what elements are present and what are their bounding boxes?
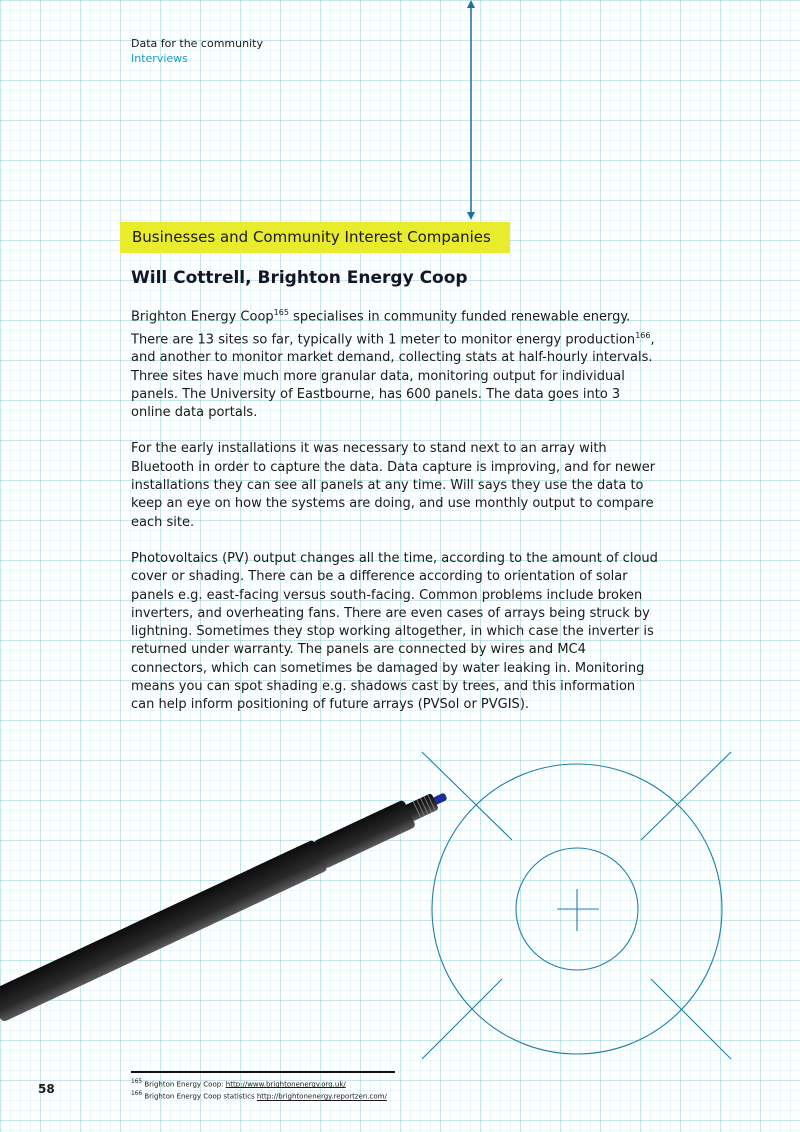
footnote-label: Brighton Energy Coop: — [144, 1080, 226, 1089]
footnote-number: 165 — [131, 1079, 143, 1085]
footnote-divider — [131, 1071, 395, 1073]
header-section: Data for the community — [131, 37, 263, 50]
footnotes — [131, 1077, 387, 1102]
header-subsection: Interviews — [131, 52, 188, 65]
paragraph-text: , and another to monitor market demand, collecting stats at half-hourly intervals. Three sites have much more granular data, monitoring output for individual panels. The University of Eastbourne, has 600 panels. The data goes into 3 online data portals. — [131, 331, 655, 421]
page-number: 58 — [38, 1082, 55, 1096]
section-heading: Businesses and Community Interest Companies — [120, 222, 510, 253]
paragraph: For the early installations it was necessary to stand next to an array with Bluetooth in order to capture the data. Data capture is improving, and for newer installations they can see all panels at any time. Will says they use the data to keep an eye on how the systems are doing, and use monthly output to compare each site. — [131, 441, 656, 530]
footnote-item — [131, 1089, 387, 1101]
footnote-link[interactable]: http://www.brightonenergy.org.uk/ — [225, 1080, 346, 1089]
paragraph-text: Brighton Energy Coop — [131, 309, 274, 325]
paragraph: Photovoltaics (PV) output changes all the time, according to the amount of cloud cover or shading. There can be a difference according to orientation of solar panels e.g. east-facing versus south-facing. Common problems include broken inverters, and overheating fans. There are even cases of arrays being struck by lightning. Sometimes they stop working altogether, in which case the inverter is returned under warranty. The panels are connected by wires and MC4 connectors, which can sometimes be damaged by water leaking in. Monitoring means you can spot shading e.g. shadows cast by trees, and this information can help inform positioning of future arrays (PVSol or PVGIS). — [131, 550, 658, 713]
footnote-link[interactable]: http://brightonenergy.reportzen.com/ — [256, 1092, 387, 1101]
footnote-item — [131, 1077, 387, 1089]
footnote-ref[interactable]: 165 — [273, 308, 289, 317]
footnote-number: 166 — [131, 1091, 143, 1098]
footnote-ref[interactable]: 166 — [635, 330, 651, 340]
footnote-label: Brighton Energy Coop statistics — [144, 1092, 257, 1101]
paragraph-text: specialises in community funded renewable energy. There are 13 sites so far, typically with 1 meter to monitor energy production — [131, 309, 636, 347]
article-title: Will Cottrell, Brighton Energy Coop — [131, 268, 468, 288]
